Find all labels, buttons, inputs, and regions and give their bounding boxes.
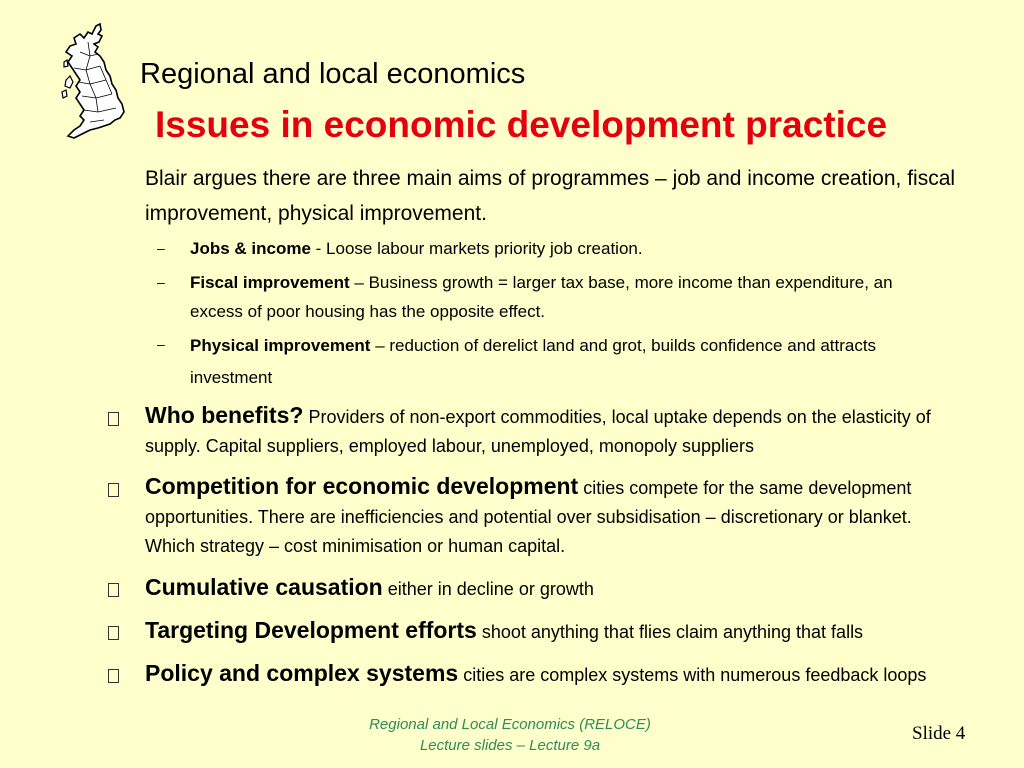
bullet-marker-icon — [108, 583, 119, 597]
uk-map-icon — [60, 22, 126, 140]
sub-item-text: – Business growth = larger tax base, more income than expenditure, an excess of poor housing has the opposite effect. — [190, 273, 893, 321]
sub-item-head: Physical improvement — [190, 336, 371, 355]
intro-text: Blair argues there are three main aims of programmes – job and income creation, fiscal improvement, physical improvement. — [145, 167, 956, 225]
bullet-cumulative-causation — [145, 573, 965, 604]
bullet-head: Targeting Development efforts — [145, 617, 477, 643]
bullet-text: Providers of non-export commodities, local uptake depends on the elasticity of supply. Capital suppliers, employed labour, unemployed, monopoly suppliers — [145, 407, 931, 456]
sub-item-text: – reduction of derelict land and grot, builds confidence and attracts investment — [190, 336, 877, 387]
bullet-text: shoot anything that flies claim anything that falls — [476, 622, 864, 642]
sub-item-head: Fiscal improvement — [190, 273, 350, 292]
sub-item-head: Jobs & income — [190, 239, 311, 258]
bullet-policy — [145, 659, 965, 690]
footer-line-1: Regional and Local Economics (RELOCE) — [369, 716, 651, 733]
sub-item-text: - Loose labour markets priority job creation. — [310, 239, 643, 258]
bullet-text: either in decline or growth — [382, 579, 594, 599]
bullet-text: cities compete for the same development opportunities. There are inefficiencies and potential over subsidisation – discretionary or blanket. Which strategy – cost minimisation or human capital. — [145, 478, 912, 556]
bullet-targeting — [145, 616, 965, 647]
bullet-head: Policy and complex systems — [145, 660, 459, 686]
bullet-text: cities are complex systems with numerous feedback loops — [458, 665, 927, 685]
dash-marker: – — [157, 336, 165, 352]
bullet-marker-icon — [108, 483, 119, 497]
bullet-head: Competition for economic development — [145, 473, 579, 499]
bullet-marker-icon — [108, 626, 119, 640]
dash-marker: – — [157, 274, 165, 290]
bullet-head: Who benefits? — [145, 402, 304, 428]
dash-marker: – — [157, 240, 165, 256]
footer — [330, 714, 690, 756]
slide-title: Issues in economic development practice — [155, 104, 888, 145]
slide-number: Slide 4 — [912, 723, 966, 744]
bullet-head: Cumulative causation — [145, 574, 383, 600]
bullet-competition — [145, 472, 965, 561]
header-title: Regional and local economics — [140, 58, 526, 90]
footer-line-2: Lecture slides – Lecture 9a — [419, 737, 601, 754]
sub-item-fiscal — [190, 268, 950, 326]
sub-item-physical — [190, 330, 950, 394]
bullet-marker-icon — [108, 412, 119, 426]
bullet-who-benefits — [145, 401, 965, 461]
bullet-marker-icon — [108, 669, 119, 683]
sub-item-jobs — [190, 234, 950, 263]
